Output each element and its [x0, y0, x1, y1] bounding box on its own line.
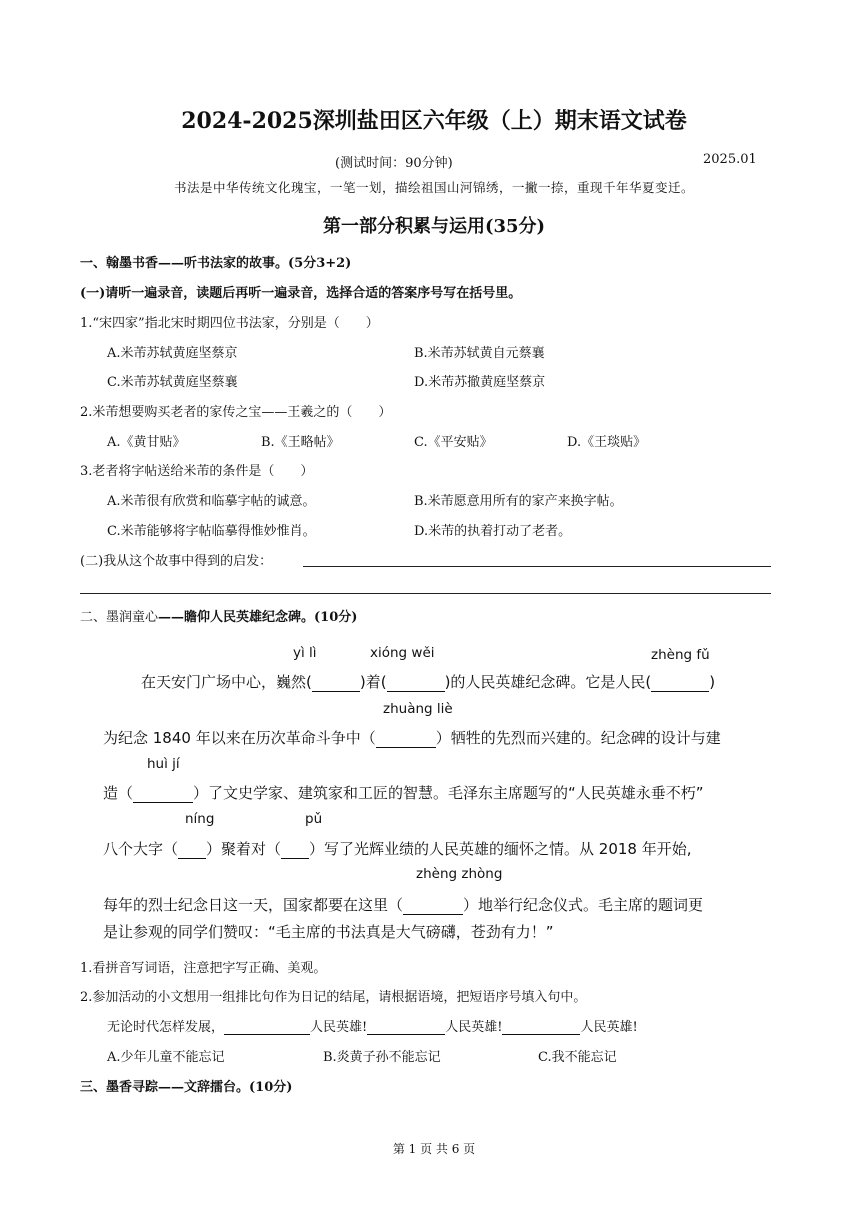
passage-seg-12: ）地举行纪念仪式。毛主席的题词更: [463, 896, 704, 914]
parallel-sentence: [107, 1016, 638, 1035]
blank-huiji[interactable]: [133, 788, 193, 803]
q3-option-d: D.米芾的执着打动了老者。: [414, 524, 572, 539]
q1-option-d: D.米芾苏撤黄庭坚蔡京: [414, 375, 546, 390]
blank-parallel-1[interactable]: [224, 1020, 310, 1035]
section3-heading: 三、墨香寻踪——文辞擂台。(10分): [80, 1080, 293, 1095]
blank-parallel-3[interactable]: [502, 1020, 580, 1035]
blank-parallel-2[interactable]: [367, 1020, 445, 1035]
q1-option-c: C.米芾苏轼黄庭坚蔡襄: [107, 375, 238, 390]
sec2-q2-option-b: B.炎黄子孙不能忘记: [323, 1050, 441, 1065]
passage-line-3: [103, 782, 704, 803]
section2-heading: [80, 606, 357, 625]
exam-date: 2025.01: [703, 152, 757, 167]
q1-option-a: A.米芾苏轼黄庭坚蔡京: [107, 346, 238, 361]
section1-sub2: (二)我从这个故事中得到的启发：: [80, 554, 273, 569]
passage-line-5: [103, 894, 703, 915]
q3-option-c: C.米芾能够将字帖临摹得惟妙惟肖。: [107, 524, 316, 539]
blank-xiongwei[interactable]: [387, 677, 445, 692]
answer-line-2[interactable]: [80, 593, 771, 594]
pinyin-yili: yì lì: [293, 645, 317, 661]
passage-seg-10: ）写了光辉业绩的人民英雄的缅怀之情。从 2018 年开始,: [309, 840, 692, 858]
page-footer: 第 1 页 共 6 页: [392, 1142, 476, 1156]
sec2-question-2: 2.参加活动的小文想用一组排比句作为日记的结尾，请根据语境，把短语序号填入句中。: [80, 990, 587, 1005]
blank-pu[interactable]: [281, 844, 309, 859]
q2-option-b: B.《王略帖》: [261, 435, 340, 450]
question-3: 3.老者将字帖送给米芾的条件是（ ）: [80, 464, 314, 479]
q3-option-a: A.米芾很有欣赏和临摹字帖的诚意。: [107, 494, 316, 509]
q2-option-d: D.《王琰贴》: [567, 435, 647, 450]
pinyin-zhengzhong: zhèng zhòng: [416, 866, 503, 882]
blank-ning[interactable]: [178, 844, 206, 859]
pinyin-xiongwei: xióng wěi: [370, 645, 435, 661]
sec2-question-1: 1.看拼音写词语，注意把字写正确、美观。: [80, 961, 327, 976]
test-time: (测试时间：90分钟): [335, 156, 453, 171]
blank-yili[interactable]: [312, 677, 360, 692]
passage-seg-7: ）了文史学家、建筑家和工匠的智慧。毛泽东主席题写的“人民英雄永垂不朽”: [193, 784, 704, 802]
passage-seg-2: )的人民英雄纪念碑。它是人民(: [444, 673, 652, 691]
passage-line-4: [103, 838, 692, 859]
question-2: 2.米芾想要购买老者的家传之宝——王羲之的（ ）: [80, 405, 392, 420]
section1-heading: 一、翰墨书香——听书法家的故事。(5分3+2): [80, 256, 352, 271]
answer-line-1[interactable]: [303, 566, 771, 567]
passage-seg-9: ）聚着对（: [206, 840, 282, 858]
passage-seg-5: ）牺牲的先烈而兴建的。纪念碑的设计与建: [435, 729, 721, 747]
passage-seg-8: 八个大字（: [103, 840, 179, 858]
sec2-q2-option-c: C.我不能忘记: [538, 1050, 617, 1065]
pinyin-ning: níng: [185, 811, 215, 827]
passage-seg-3: ): [709, 673, 716, 691]
section2-heading-a: 二、墨润童心: [80, 610, 159, 625]
passage-seg-6: 造（: [103, 784, 134, 802]
passage-line-2: [103, 727, 721, 748]
passage-seg-11: 每年的烈士纪念日这一天，国家都要在这里（: [103, 896, 404, 914]
passage-line-6: 是让参观的同学们赞叹：“毛主席的书法真是大气磅礴，苍劲有力！”: [103, 923, 554, 941]
passage-seg-1: )着(: [359, 673, 387, 691]
pinyin-zhuanglie: zhuàng liè: [383, 701, 453, 717]
page-title: 2024-2025深圳盐田区六年级（上）期末语文试卷: [181, 108, 687, 134]
blank-zhengfu[interactable]: [651, 677, 709, 692]
part-title: 第一部分积累与运用(35分): [322, 216, 546, 237]
section2-heading-b: ——瞻仰人民英雄纪念碑。(10分): [158, 610, 358, 625]
parallel-seg-2: 人民英雄!: [445, 1020, 503, 1035]
parallel-seg-3: 人民英雄!: [580, 1020, 638, 1035]
blank-zhengzhong[interactable]: [403, 900, 463, 915]
section1-sub1: (一)请听一遍录音，读题后再听一遍录音，选择合适的答案序号写在括号里。: [80, 286, 522, 301]
passage-line-1: [141, 671, 715, 692]
blank-zhuanglie[interactable]: [376, 733, 436, 748]
intro-text: 书法是中华传统文化瑰宝，一笔一划，描绘祖国山河锦绣，一撇一捺，重现千年华夏变迁。: [173, 180, 694, 195]
pinyin-zhengfu: zhèng fǔ: [651, 647, 710, 663]
question-1: 1.“宋四家”指北宋时期四位书法家，分别是（ ）: [80, 316, 379, 331]
parallel-seg-1: 人民英雄!: [310, 1020, 368, 1035]
pinyin-pu: pǔ: [305, 811, 323, 827]
passage-seg-0: 在天安门广场中心，巍然(: [141, 673, 312, 691]
q2-option-a: A.《黄甘贴》: [107, 435, 186, 450]
q1-option-b: B.米芾苏轼黄自元蔡襄: [414, 346, 545, 361]
parallel-seg-0: 无论时代怎样发展，: [107, 1020, 225, 1035]
q3-option-b: B.米芾愿意用所有的家产来换字帖。: [414, 494, 623, 509]
pinyin-huiji: huì jí: [147, 756, 180, 772]
sec2-q2-option-a: A.少年儿童不能忘记: [107, 1050, 225, 1065]
q2-option-c: C.《平安贴》: [414, 435, 493, 450]
passage-seg-4: 为纪念 1840 年以来在历次革命斗争中（: [103, 729, 376, 747]
